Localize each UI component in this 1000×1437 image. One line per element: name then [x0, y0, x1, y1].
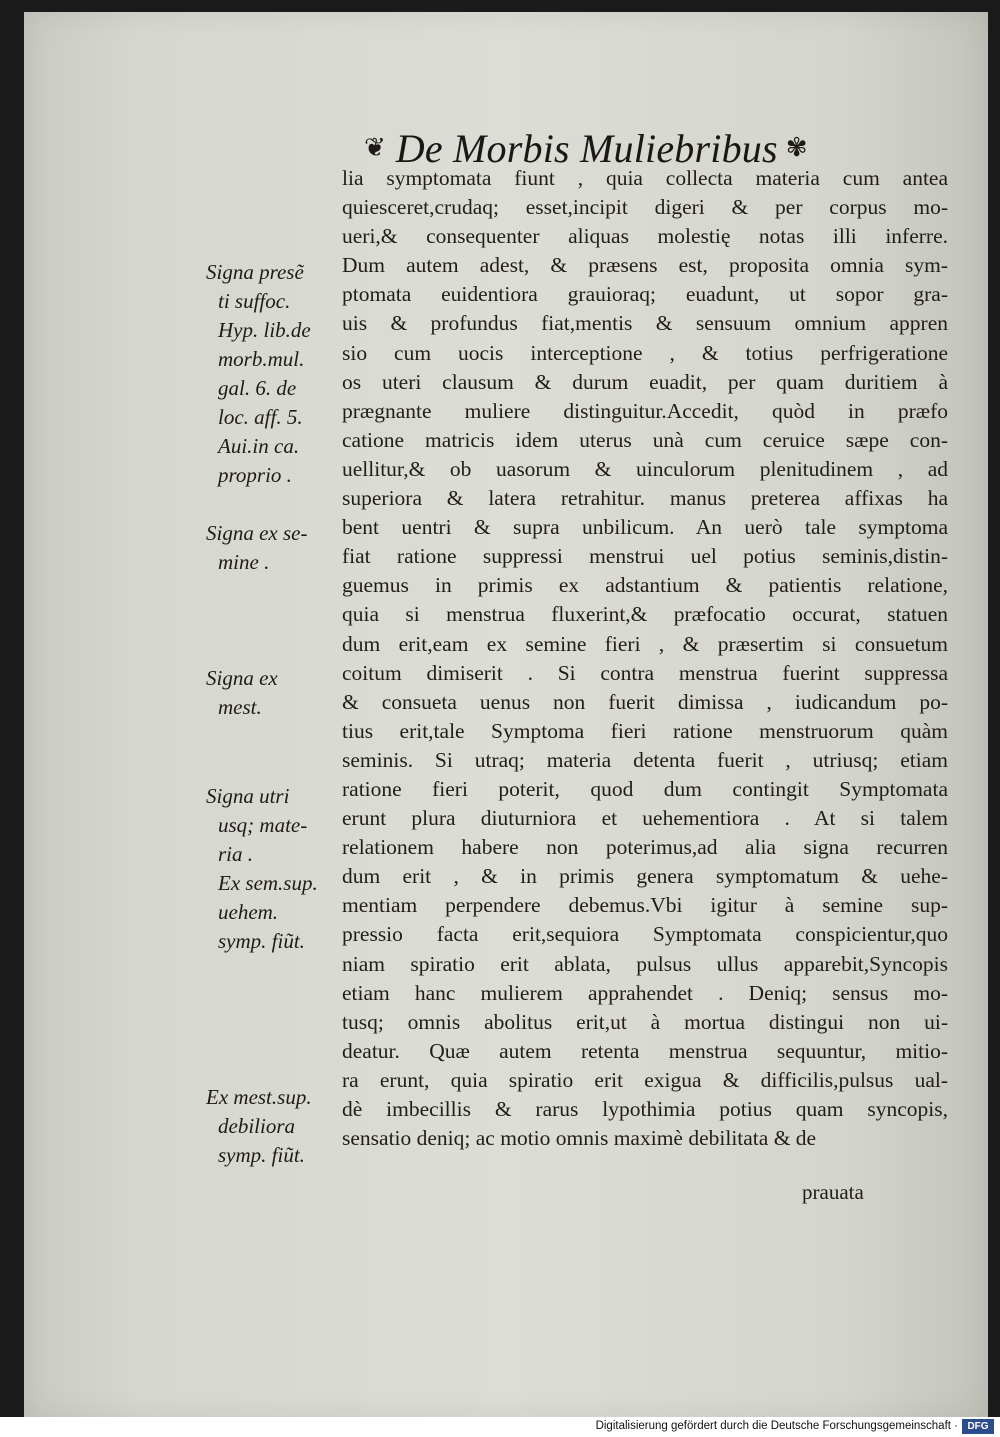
- margin-note-line: symp. fiũt.: [218, 929, 305, 953]
- margin-note-line: ti suffoc.: [218, 289, 291, 313]
- text-line: erunt plura diuturniora et uehementiora . At si talem: [342, 806, 948, 831]
- text-line: & consueta uenus non fuerit dimissa , iudicandum po-: [342, 689, 948, 714]
- text-line: quiesceret,crudaq; esset,incipit digeri & per corpus mo-: [342, 195, 948, 220]
- text-line: tius erit,tale Symptoma fieri ratione menstruorum quàm: [342, 718, 948, 743]
- fleuron-left-icon: ❦: [364, 133, 386, 162]
- fleuron-right-icon: ✾: [785, 133, 808, 162]
- margin-note-line: gal. 6. de: [218, 376, 297, 400]
- margin-note: [196, 1083, 336, 1170]
- text-line: ratione fieri poterit, quod dum contingit Symptomata: [342, 776, 948, 801]
- text-line: coitum dimiserit . Si contra menstrua fuerint suppressa: [342, 660, 948, 685]
- margin-note: [196, 258, 336, 490]
- margin-note-line: loc. aff. 5.: [218, 405, 303, 429]
- margin-note-line: usq; mate-: [218, 813, 308, 837]
- text-line: niam spiratio erit ablata, pulsus ullus apparebit,Syncopis: [342, 951, 948, 976]
- margin-note: [196, 664, 336, 722]
- text-line: dum erit,eam ex semine fieri , & præsertim si consuetum: [342, 631, 948, 656]
- text-line: catione matricis idem uterus unà cum ceruice sæpe con-: [342, 427, 948, 452]
- margin-note-line: Signa ex se-: [206, 521, 308, 545]
- margin-note-line: Signa utri: [206, 784, 290, 808]
- funding-note: Digitalisierung gefördert durch die Deutsche Forschungsgemeinschaft ·: [595, 1420, 958, 1432]
- text-line: ueri,& consequenter aliquas molestię notas illi inferre.: [342, 224, 948, 249]
- text-line: ra erunt, quia spiratio erit exigua & difficilis,pulsus ual-: [342, 1067, 948, 1092]
- text-line: mentiam perpendere debemus.Vbi igitur à semine sup-: [342, 893, 948, 918]
- catchword: prauata: [802, 1180, 864, 1204]
- margin-note-line: mest.: [218, 695, 262, 719]
- margin-note-line: Ex mest.sup.: [206, 1085, 312, 1109]
- margin-note: [196, 519, 336, 577]
- margin-note-line: proprio .: [218, 463, 292, 487]
- text-line: uis & profundus fiat,mentis & sensuum omnium appren: [342, 311, 948, 336]
- margin-note-line: debiliora: [218, 1114, 295, 1138]
- margin-note-line: symp. fiũt.: [218, 1143, 305, 1167]
- text-line: pressio facta erit,sequiora Symptomata conspicientur,quo: [342, 922, 948, 947]
- text-line: os uteri clausum & durum euadit, per quam duritiem à: [342, 369, 948, 394]
- main-text: [342, 164, 948, 1153]
- margin-note-line: uehem.: [218, 900, 279, 924]
- text-line: relationem habere non poterimus,ad alia signa recurren: [342, 835, 948, 860]
- margin-note-line: Aui.in ca.: [218, 434, 300, 458]
- margin-note-line: ria .: [218, 842, 254, 866]
- text-line: etiam hanc mulierem apprahendet . Deniq; sensus mo-: [342, 980, 948, 1005]
- text-line: bent uentri & supra unbilicum. An uerò tale symptoma: [342, 515, 948, 540]
- margin-note-line: morb.mul.: [218, 347, 305, 371]
- text-line: tusq; omnis abolitus erit,ut à mortua distingui non ui-: [342, 1009, 948, 1034]
- text-line: ptomata euidentiora grauioraq; euadunt, ut sopor gra-: [342, 282, 948, 307]
- text-line: dè imbecillis & rarus lypothimia potius quam syncopis,: [342, 1097, 948, 1121]
- margin-note-line: mine .: [218, 550, 270, 574]
- text-line: uellitur,& ob uasorum & uinculorum plenitudinem , ad: [342, 456, 948, 481]
- text-line: Dum autem adest, & præsens est, proposita omnia sym-: [342, 253, 948, 278]
- text-line: deatur. Quæ autem retenta menstrua sequuntur, mitio-: [342, 1038, 948, 1063]
- digitization-footer: [0, 1417, 1000, 1437]
- text-line: seminis. Si utraq; materia detenta fuerit , utriusq; etiam: [342, 747, 948, 772]
- text-line: lia symptomata fiunt , quia collecta materia cum antea: [342, 166, 948, 190]
- margin-note-line: Signa presẽ: [206, 260, 304, 284]
- text-line: fiat ratione suppressi menstrui uel potius seminis,distin-: [342, 544, 948, 569]
- text-line: dum erit , & in primis genera symptomatum & uehe-: [342, 864, 948, 889]
- page-title: De Morbis Muliebribus: [395, 125, 778, 171]
- margin-note-line: Ex sem.sup.: [218, 871, 318, 895]
- text-line: sensatio deniq; ac motio omnis maximè debilitata & de: [342, 1126, 817, 1151]
- margin-note: [196, 782, 336, 956]
- text-line: guemus in primis ex adstantium & patientis relatione,: [342, 573, 948, 598]
- text-line: quia si menstrua fluxerint,& præfocatio occurat, statuen: [342, 602, 948, 627]
- dfg-logo: DFG: [962, 1419, 994, 1434]
- text-line: sio cum uocis interceptione , & totius perfrigeratione: [342, 340, 948, 365]
- text-line: prægnante muliere distinguitur.Accedit, quòd in præfo: [342, 398, 948, 423]
- margin-note-line: Signa ex: [206, 666, 278, 690]
- margin-note-line: Hyp. lib.de: [218, 318, 311, 342]
- text-line: superiora & latera retrahitur. manus preterea affixas ha: [342, 486, 948, 511]
